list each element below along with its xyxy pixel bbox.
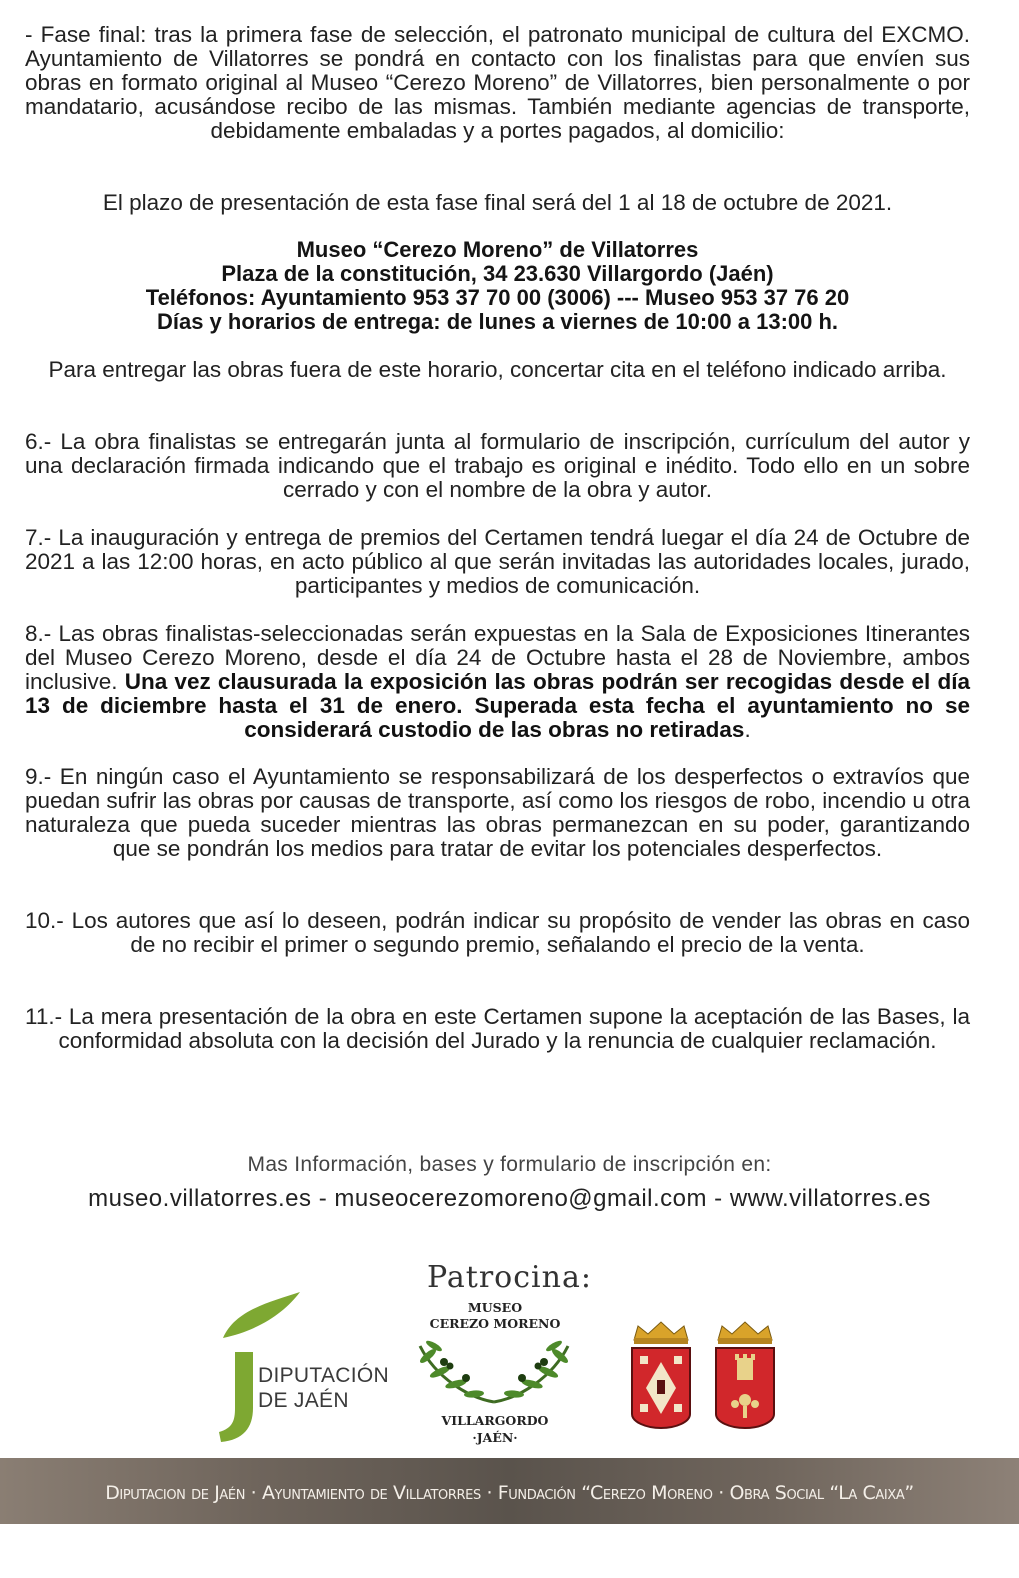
info-links: museo.villatorres.es - museocerezomoreno@gmail.com - www.villatorres.es [88,1185,931,1212]
museo-line4: ·JAÉN· [472,1430,518,1445]
coat-of-arms-villargordo-icon [710,1318,780,1430]
address-line-museum: Museo “Cerezo Moreno” de Villatorres [296,237,699,262]
address-line-phones: Teléfonos: Ayuntamiento 953 37 70 00 (3006) --- Museo 953 37 76 20 [145,285,850,310]
paragraph-6: 6.- La obra finalistas se entregarán junta al formulario de inscripción, currículum del autor y una declaración firmada indicando que el trabajo es original e inédito. Todo ello en un sobre cerrado y con el nombre de la obra y autor. [25,429,970,502]
paragraph-plazo: El plazo de presentación de esta fase final será del 1 al 18 de octubre de 2021. [102,190,893,215]
paragraph-fase-final: - Fase final: tras la primera fase de selección, el patronato municipal de cultura del EXCMO. Ayuntamiento de Villatorres se pondrá en contacto con los finalistas para que envíen sus obras en formato original al Museo “Cerezo Moreno” de Villatorres, bien personalmente o por mandatario, acusándose recibo de las mismas. También mediante agencias de transporte, debidamente embaladas y a portes pagados, al domicilio: [25,22,970,143]
paragraph-9: 9.- En ningún caso el Ayuntamiento se responsabilizará de los desperfectos o extravíos que puedan sufrir las obras por causas de transporte, así como los riesgos de robo, incendio u otra naturaleza que pueda suceder mientras las obras permanezcan en su poder, garantizando que se pondrán los medios para tratar de evitar los potenciales desperfectos. [25,764,970,861]
museo-line3: VILLARGORDO [441,1413,549,1428]
paragraph-11: 11.- La mera presentación de la obra en este Certamen supone la aceptación de las Bases, la conformidad absoluta con la decisión del Jurado y la renuncia de cualquier reclamación. [25,1004,970,1053]
paragraph-8-end: . [744,717,751,742]
footer-sponsors-text: Diputacion de Jaén · Ayuntamiento de Villatorres · Fundación “Cerezo Moreno · Obra Social “La Caixa” [105,1482,914,1504]
paragraph-7: 7.- La inauguración y entrega de premios del Certamen tendrá luegar el día 24 de Octubre de 2021 a las 12:00 horas, en acto público al que serán invitadas las autoridades locales, jurado, participantes y medios de comunicación. [25,525,970,598]
olive-wreath-icon [414,1336,574,1408]
diputacion-line1: DIPUTACIÓN [258,1364,389,1387]
address-line-street: Plaza de la constitución, 34 23.630 Villargordo (Jaén) [221,261,774,286]
info-heading: Mas Información, bases y formulario de inscripción en: [247,1153,772,1176]
address-line-hours: Días y horarios de entrega: de lunes a viernes de 10:00 a 13:00 h. [156,309,839,334]
museo-line2: CEREZO MORENO [429,1316,561,1331]
paragraph-8-bold: Una vez clausurada la exposición las obras podrán ser recogidas desde el día 13 de diciembre hasta el 31 de enero. Superada esta fecha el ayuntamiento no se considerará custodio de las obras no retiradas [25,669,970,742]
paragraph-8 [25,622,970,742]
paragraph-10: 10.- Los autores que así lo deseen, podrán indicar su propósito de vender las obras en caso de no recibir el primer o segundo premio, señalando el precio de la venta. [25,908,970,957]
delivery-address [25,238,970,334]
diputacion-name [258,1363,389,1413]
sponsor-title: Patrocina: [427,1260,592,1295]
museo-logo-top [410,1300,580,1332]
paragraph-8-normal: 8.- Las obras finalistas-seleccionadas serán expuestas en la Sala de Exposiciones Itinerantes del Museo Cerezo Moreno, desde el día 24 de Octubre hasta el 28 de Noviembre, ambos inclusive. [25,621,970,694]
coat-of-arms-villatorres-icon [626,1318,696,1430]
museo-logo-bottom [410,1412,580,1446]
museo-line1: MUSEO [467,1300,523,1315]
diputacion-line2: DE JAÉN [258,1389,349,1412]
paragraph-fuera-horario: Para entregar las obras fuera de este horario, concertar cita en el teléfono indicado arriba. [48,357,947,382]
